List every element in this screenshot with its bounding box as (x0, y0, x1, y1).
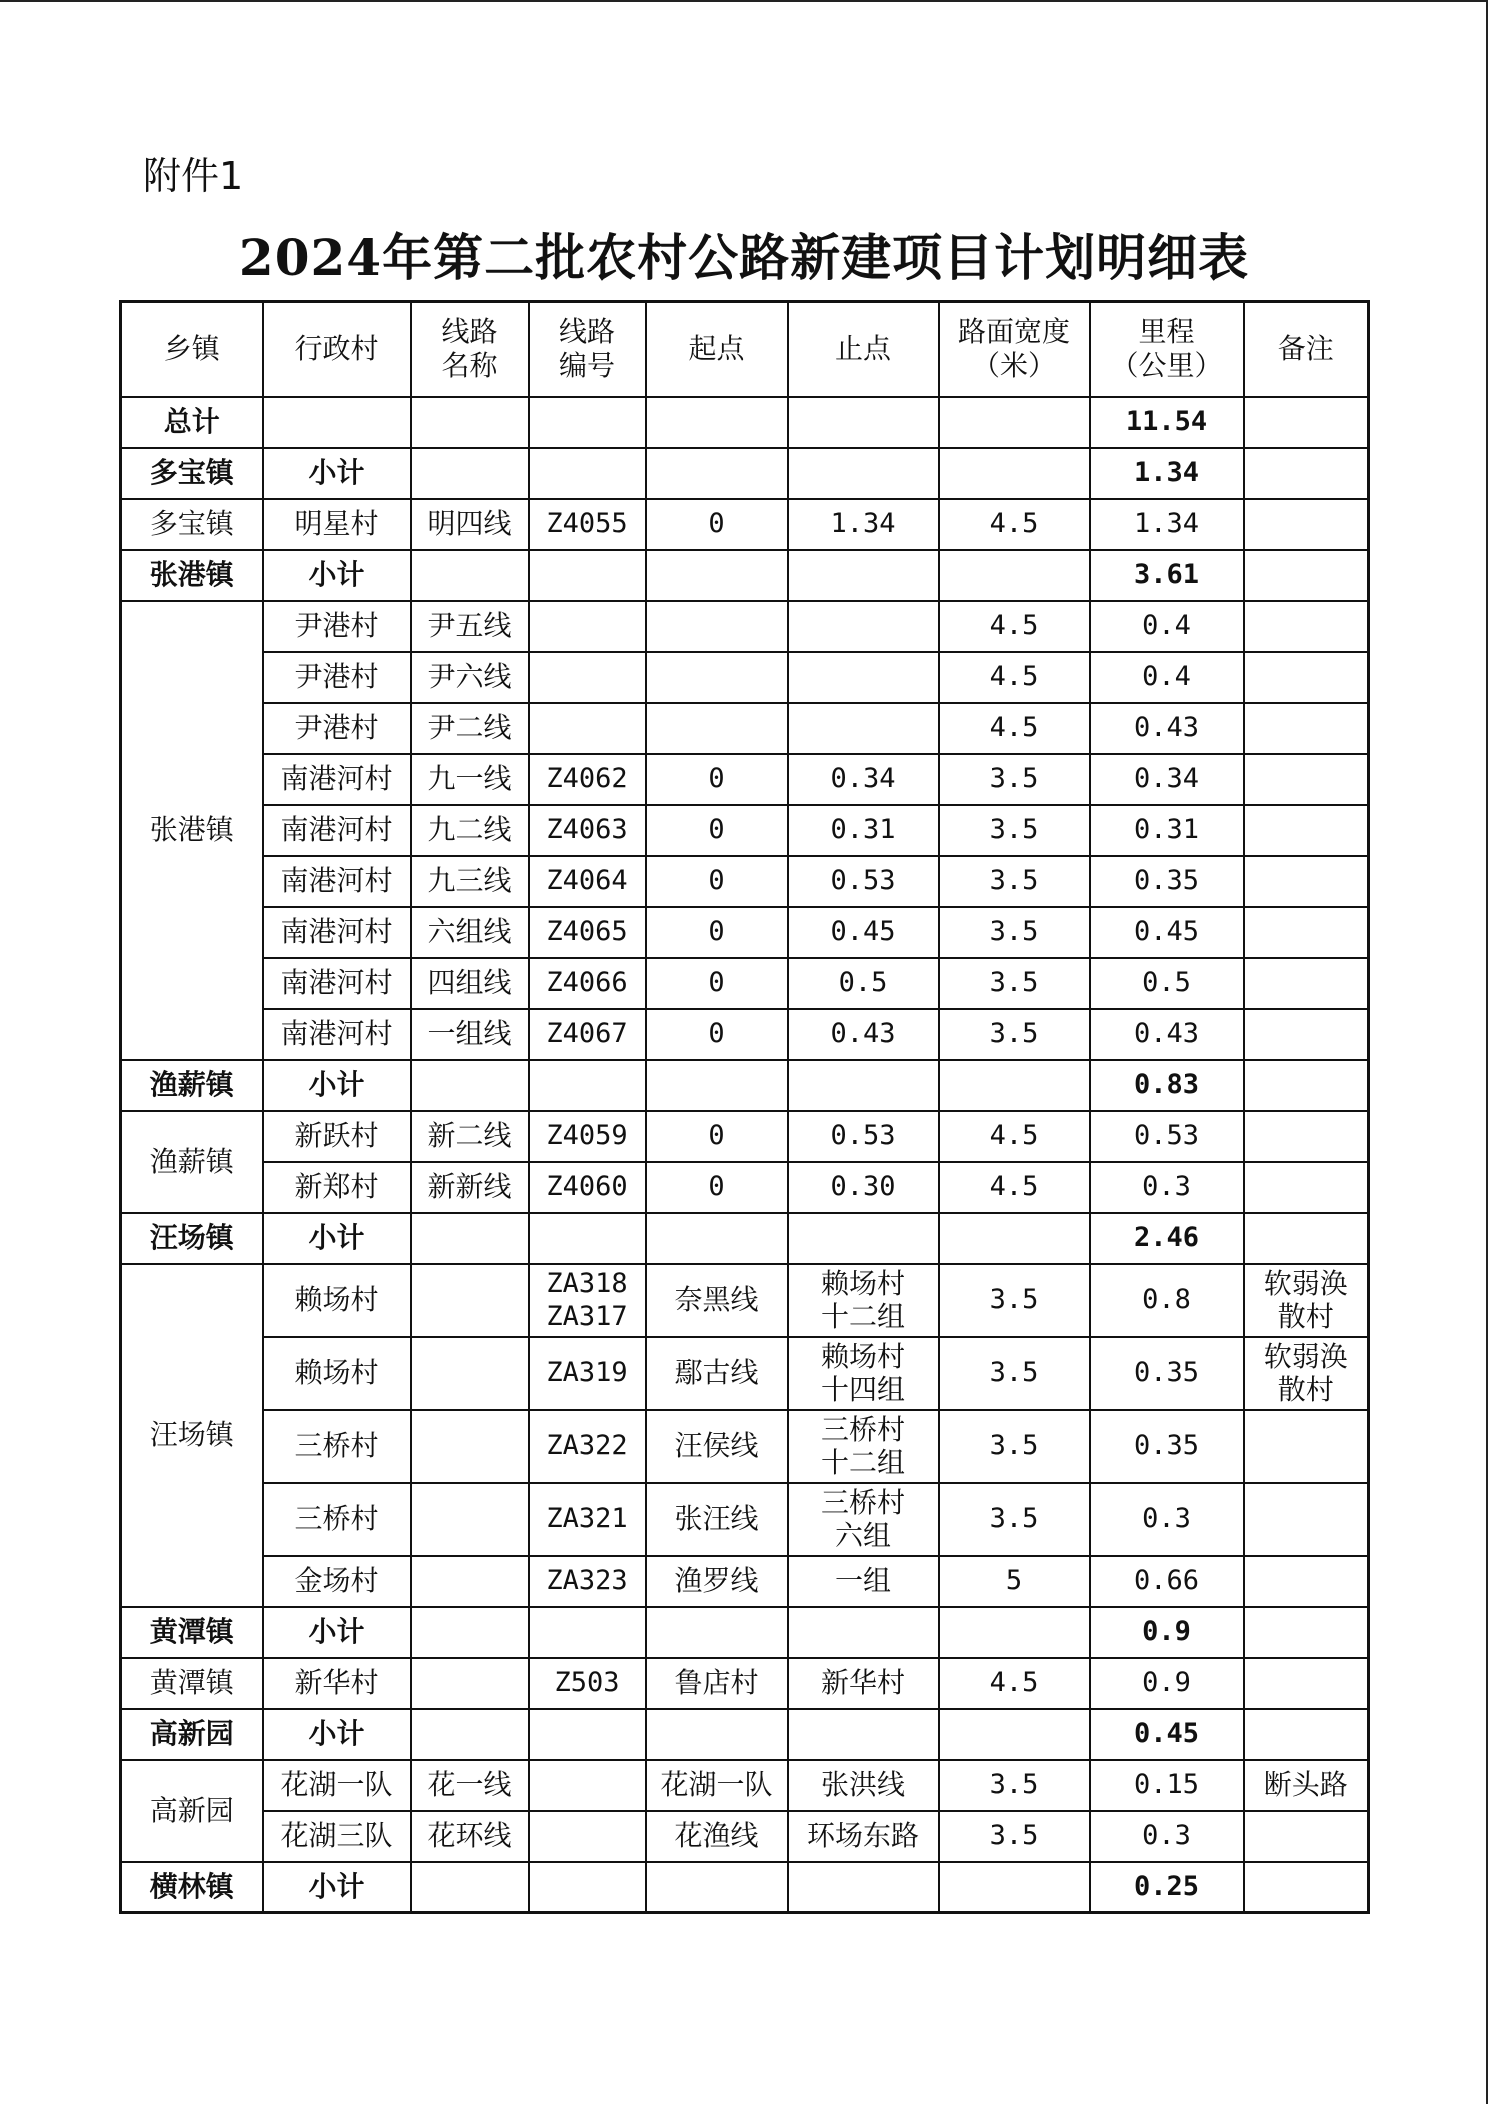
table-row (121, 1337, 1369, 1410)
width-cell: 4.5 (939, 703, 1090, 754)
subtotal-label: 小计 (263, 550, 411, 601)
table-row (121, 1162, 1369, 1213)
route-cell: 九三线 (411, 856, 529, 907)
end-cell: 0.34 (788, 754, 939, 805)
width-cell: 3.5 (939, 907, 1090, 958)
note-cell (1244, 805, 1369, 856)
town-name: 高新园 (121, 1709, 263, 1760)
start-cell: 0 (646, 499, 788, 550)
start-cell (646, 703, 788, 754)
end-cell: 0.43 (788, 1009, 939, 1060)
table-row (121, 907, 1369, 958)
empty-cell (411, 1060, 529, 1111)
note-cell (1244, 1410, 1369, 1483)
empty-cell (529, 397, 646, 448)
route-cell (411, 1658, 529, 1709)
document-title: 2024年第二批农村公路新建项目计划明细表 (238, 228, 1250, 287)
town-cell: 高新园 (121, 1760, 263, 1862)
route-cell (411, 1556, 529, 1607)
subtotal-label: 小计 (263, 1213, 411, 1264)
empty-cell (788, 1213, 939, 1264)
town-cell: 黄潭镇 (121, 1658, 263, 1709)
start-cell: 鄢古线 (646, 1337, 788, 1410)
empty-cell (411, 1607, 529, 1658)
mileage-cell: 0.9 (1090, 1658, 1244, 1709)
column-header: 乡镇 (121, 302, 263, 397)
end-cell (788, 703, 939, 754)
project-plan-table (119, 300, 1370, 1914)
code-cell: Z4059 (529, 1111, 646, 1162)
width-cell: 4.5 (939, 601, 1090, 652)
route-cell: 尹五线 (411, 601, 529, 652)
code-cell: Z4064 (529, 856, 646, 907)
column-header: 线路 名称 (411, 302, 529, 397)
note-cell (1244, 1009, 1369, 1060)
village-cell: 赖场村 (263, 1337, 411, 1410)
end-cell: 0.45 (788, 907, 939, 958)
end-cell: 0.5 (788, 958, 939, 1009)
start-cell: 张汪线 (646, 1483, 788, 1556)
end-cell: 赖场村 十四组 (788, 1337, 939, 1410)
route-cell: 花一线 (411, 1760, 529, 1811)
note-cell (1244, 499, 1369, 550)
header-row (121, 302, 1369, 397)
empty-cell (939, 550, 1090, 601)
village-cell: 新跃村 (263, 1111, 411, 1162)
route-cell (411, 1337, 529, 1410)
village-cell: 赖场村 (263, 1264, 411, 1337)
route-cell: 花环线 (411, 1811, 529, 1862)
start-cell: 0 (646, 907, 788, 958)
end-cell: 赖场村 十二组 (788, 1264, 939, 1337)
empty-cell (939, 1607, 1090, 1658)
mileage-cell: 0.43 (1090, 703, 1244, 754)
table-row (121, 1760, 1369, 1811)
end-cell: 张洪线 (788, 1760, 939, 1811)
mileage-cell: 0.31 (1090, 805, 1244, 856)
route-cell: 尹六线 (411, 652, 529, 703)
subtotal-row (121, 550, 1369, 601)
empty-cell (939, 1060, 1090, 1111)
town-cell: 多宝镇 (121, 499, 263, 550)
empty-cell (411, 1709, 529, 1760)
column-header: 行政村 (263, 302, 411, 397)
empty-cell (646, 1213, 788, 1264)
width-cell: 5 (939, 1556, 1090, 1607)
width-cell: 3.5 (939, 1811, 1090, 1862)
column-header: 路面宽度 （米） (939, 302, 1090, 397)
empty-cell (788, 448, 939, 499)
town-name: 张港镇 (121, 550, 263, 601)
code-cell: ZA318 ZA317 (529, 1264, 646, 1337)
empty-cell (1244, 1213, 1369, 1264)
note-cell (1244, 958, 1369, 1009)
village-cell: 新郑村 (263, 1162, 411, 1213)
end-cell: 1.34 (788, 499, 939, 550)
empty-cell (1244, 1060, 1369, 1111)
empty-cell (646, 550, 788, 601)
mileage-cell: 0.66 (1090, 1556, 1244, 1607)
empty-cell (1244, 1607, 1369, 1658)
empty-cell (1244, 1709, 1369, 1760)
empty-cell (646, 397, 788, 448)
table-row (121, 601, 1369, 652)
empty-cell (411, 550, 529, 601)
end-cell: 0.31 (788, 805, 939, 856)
empty-cell (411, 1213, 529, 1264)
empty-cell (1244, 448, 1369, 499)
total-mileage: 11.54 (1090, 397, 1244, 448)
village-cell: 明星村 (263, 499, 411, 550)
empty-cell (411, 448, 529, 499)
village-cell: 尹港村 (263, 601, 411, 652)
route-cell: 四组线 (411, 958, 529, 1009)
note-cell (1244, 1162, 1369, 1213)
note-cell (1244, 601, 1369, 652)
column-header: 起点 (646, 302, 788, 397)
village-cell: 尹港村 (263, 703, 411, 754)
end-cell: 一组 (788, 1556, 939, 1607)
town-name: 多宝镇 (121, 448, 263, 499)
code-cell: Z503 (529, 1658, 646, 1709)
table-row (121, 499, 1369, 550)
mileage-cell: 0.15 (1090, 1760, 1244, 1811)
village-cell: 花湖一队 (263, 1760, 411, 1811)
subtotal-row (121, 448, 1369, 499)
empty-cell (529, 1862, 646, 1913)
width-cell: 3.5 (939, 1410, 1090, 1483)
width-cell: 4.5 (939, 1111, 1090, 1162)
mileage-cell: 0.5 (1090, 958, 1244, 1009)
start-cell: 0 (646, 1162, 788, 1213)
empty-cell (939, 397, 1090, 448)
subtotal-row (121, 1862, 1369, 1913)
mileage-cell: 0.4 (1090, 601, 1244, 652)
table-row (121, 652, 1369, 703)
subtotal-label: 小计 (263, 1060, 411, 1111)
empty-cell (788, 1709, 939, 1760)
code-cell (529, 703, 646, 754)
table-row (121, 1111, 1369, 1162)
end-cell: 三桥村 六组 (788, 1483, 939, 1556)
width-cell: 3.5 (939, 1760, 1090, 1811)
empty-cell (788, 550, 939, 601)
village-cell: 花湖三队 (263, 1811, 411, 1862)
code-cell (529, 652, 646, 703)
note-cell (1244, 1111, 1369, 1162)
route-cell (411, 1264, 529, 1337)
note-cell (1244, 907, 1369, 958)
subtotal-mileage: 0.9 (1090, 1607, 1244, 1658)
end-cell: 环场东路 (788, 1811, 939, 1862)
empty-cell (263, 397, 411, 448)
route-cell (411, 1410, 529, 1483)
table-row (121, 856, 1369, 907)
note-cell: 软弱涣 散村 (1244, 1264, 1369, 1337)
start-cell: 花渔线 (646, 1811, 788, 1862)
route-cell: 明四线 (411, 499, 529, 550)
start-cell (646, 652, 788, 703)
note-cell: 软弱涣 散村 (1244, 1337, 1369, 1410)
table-row (121, 1410, 1369, 1483)
start-cell: 鲁店村 (646, 1658, 788, 1709)
note-cell (1244, 652, 1369, 703)
code-cell: Z4066 (529, 958, 646, 1009)
town-name: 汪场镇 (121, 1213, 263, 1264)
code-cell: Z4055 (529, 499, 646, 550)
town-cell: 张港镇 (121, 601, 263, 1060)
code-cell: ZA321 (529, 1483, 646, 1556)
town-name: 黄潭镇 (121, 1607, 263, 1658)
end-cell: 0.53 (788, 856, 939, 907)
table-row (121, 1483, 1369, 1556)
start-cell: 0 (646, 805, 788, 856)
start-cell: 0 (646, 856, 788, 907)
width-cell: 3.5 (939, 1009, 1090, 1060)
subtotal-row (121, 1060, 1369, 1111)
table-body (121, 302, 1369, 1913)
table-row (121, 1264, 1369, 1337)
empty-cell (646, 1060, 788, 1111)
empty-cell (529, 550, 646, 601)
mileage-cell: 0.45 (1090, 907, 1244, 958)
empty-cell (411, 397, 529, 448)
subtotal-mileage: 3.61 (1090, 550, 1244, 601)
town-name: 渔薪镇 (121, 1060, 263, 1111)
subtotal-mileage: 1.34 (1090, 448, 1244, 499)
attachment-label: 附件1 (143, 154, 244, 198)
mileage-cell: 0.35 (1090, 1337, 1244, 1410)
table-row (121, 805, 1369, 856)
start-cell: 渔罗线 (646, 1556, 788, 1607)
subtotal-mileage: 0.25 (1090, 1862, 1244, 1913)
empty-cell (529, 1709, 646, 1760)
mileage-cell: 0.35 (1090, 856, 1244, 907)
code-cell: Z4067 (529, 1009, 646, 1060)
empty-cell (529, 1213, 646, 1264)
village-cell: 金场村 (263, 1556, 411, 1607)
empty-cell (411, 1862, 529, 1913)
width-cell: 4.5 (939, 499, 1090, 550)
mileage-cell: 0.3 (1090, 1483, 1244, 1556)
start-cell: 0 (646, 1111, 788, 1162)
start-cell: 花湖一队 (646, 1760, 788, 1811)
village-cell: 三桥村 (263, 1410, 411, 1483)
column-header: 里程 （公里） (1090, 302, 1244, 397)
subtotal-row (121, 1709, 1369, 1760)
table-row (121, 1658, 1369, 1709)
route-cell: 尹二线 (411, 703, 529, 754)
mileage-cell: 0.43 (1090, 1009, 1244, 1060)
village-cell: 南港河村 (263, 1009, 411, 1060)
code-cell (529, 601, 646, 652)
column-header: 止点 (788, 302, 939, 397)
empty-cell (788, 1607, 939, 1658)
code-cell: Z4062 (529, 754, 646, 805)
empty-cell (788, 397, 939, 448)
village-cell: 南港河村 (263, 805, 411, 856)
mileage-cell: 0.35 (1090, 1410, 1244, 1483)
code-cell: Z4063 (529, 805, 646, 856)
start-cell: 0 (646, 754, 788, 805)
table-row (121, 1811, 1369, 1862)
village-cell: 三桥村 (263, 1483, 411, 1556)
table-row (121, 958, 1369, 1009)
mileage-cell: 1.34 (1090, 499, 1244, 550)
start-cell: 汪侯线 (646, 1410, 788, 1483)
table-row (121, 1009, 1369, 1060)
mileage-cell: 0.53 (1090, 1111, 1244, 1162)
note-cell: 断头路 (1244, 1760, 1369, 1811)
mileage-cell: 0.4 (1090, 652, 1244, 703)
end-cell: 0.30 (788, 1162, 939, 1213)
width-cell: 3.5 (939, 856, 1090, 907)
village-cell: 尹港村 (263, 652, 411, 703)
code-cell: Z4065 (529, 907, 646, 958)
route-cell: 六组线 (411, 907, 529, 958)
empty-cell (1244, 1862, 1369, 1913)
width-cell: 3.5 (939, 805, 1090, 856)
empty-cell (788, 1862, 939, 1913)
route-cell: 一组线 (411, 1009, 529, 1060)
mileage-cell: 0.8 (1090, 1264, 1244, 1337)
subtotal-mileage: 0.45 (1090, 1709, 1244, 1760)
table-row (121, 754, 1369, 805)
note-cell (1244, 1658, 1369, 1709)
start-cell: 奈黑线 (646, 1264, 788, 1337)
subtotal-label: 小计 (263, 1709, 411, 1760)
width-cell: 3.5 (939, 1337, 1090, 1410)
route-cell: 九二线 (411, 805, 529, 856)
code-cell: ZA319 (529, 1337, 646, 1410)
code-cell: ZA322 (529, 1410, 646, 1483)
subtotal-mileage: 0.83 (1090, 1060, 1244, 1111)
code-cell: ZA323 (529, 1556, 646, 1607)
end-cell (788, 601, 939, 652)
table-row (121, 1556, 1369, 1607)
empty-cell (1244, 397, 1369, 448)
column-header: 备注 (1244, 302, 1369, 397)
mileage-cell: 0.3 (1090, 1162, 1244, 1213)
town-name: 横林镇 (121, 1862, 263, 1913)
start-cell: 0 (646, 958, 788, 1009)
subtotal-label: 小计 (263, 1607, 411, 1658)
empty-cell (939, 1213, 1090, 1264)
width-cell: 4.5 (939, 1658, 1090, 1709)
note-cell (1244, 1811, 1369, 1862)
width-cell: 4.5 (939, 652, 1090, 703)
width-cell: 3.5 (939, 1483, 1090, 1556)
code-cell: Z4060 (529, 1162, 646, 1213)
mileage-cell: 0.34 (1090, 754, 1244, 805)
subtotal-row (121, 1213, 1369, 1264)
empty-cell (529, 1060, 646, 1111)
empty-cell (788, 1060, 939, 1111)
total-row (121, 397, 1369, 448)
route-cell: 新二线 (411, 1111, 529, 1162)
note-cell (1244, 856, 1369, 907)
end-cell (788, 652, 939, 703)
empty-cell (1244, 550, 1369, 601)
village-cell: 南港河村 (263, 907, 411, 958)
end-cell: 新华村 (788, 1658, 939, 1709)
code-cell (529, 1811, 646, 1862)
width-cell: 3.5 (939, 754, 1090, 805)
empty-cell (646, 1709, 788, 1760)
village-cell: 南港河村 (263, 856, 411, 907)
note-cell (1244, 1483, 1369, 1556)
width-cell: 4.5 (939, 1162, 1090, 1213)
subtotal-mileage: 2.46 (1090, 1213, 1244, 1264)
route-cell (411, 1483, 529, 1556)
town-cell: 渔薪镇 (121, 1111, 263, 1213)
village-cell: 新华村 (263, 1658, 411, 1709)
width-cell: 3.5 (939, 958, 1090, 1009)
note-cell (1244, 703, 1369, 754)
subtotal-label: 小计 (263, 1862, 411, 1913)
note-cell (1244, 1556, 1369, 1607)
empty-cell (529, 1607, 646, 1658)
subtotal-row (121, 1607, 1369, 1658)
empty-cell (939, 1709, 1090, 1760)
start-cell (646, 601, 788, 652)
route-cell: 新新线 (411, 1162, 529, 1213)
end-cell: 0.53 (788, 1111, 939, 1162)
empty-cell (646, 448, 788, 499)
town-cell: 汪场镇 (121, 1264, 263, 1607)
start-cell: 0 (646, 1009, 788, 1060)
column-header: 线路 编号 (529, 302, 646, 397)
table-row (121, 703, 1369, 754)
mileage-cell: 0.3 (1090, 1811, 1244, 1862)
empty-cell (529, 448, 646, 499)
village-cell: 南港河村 (263, 958, 411, 1009)
end-cell: 三桥村 十二组 (788, 1410, 939, 1483)
village-cell: 南港河村 (263, 754, 411, 805)
empty-cell (939, 448, 1090, 499)
code-cell (529, 1760, 646, 1811)
empty-cell (646, 1607, 788, 1658)
width-cell: 3.5 (939, 1264, 1090, 1337)
route-cell: 九一线 (411, 754, 529, 805)
empty-cell (646, 1862, 788, 1913)
empty-cell (939, 1862, 1090, 1913)
total-label: 总计 (121, 397, 263, 448)
note-cell (1244, 754, 1369, 805)
subtotal-label: 小计 (263, 448, 411, 499)
